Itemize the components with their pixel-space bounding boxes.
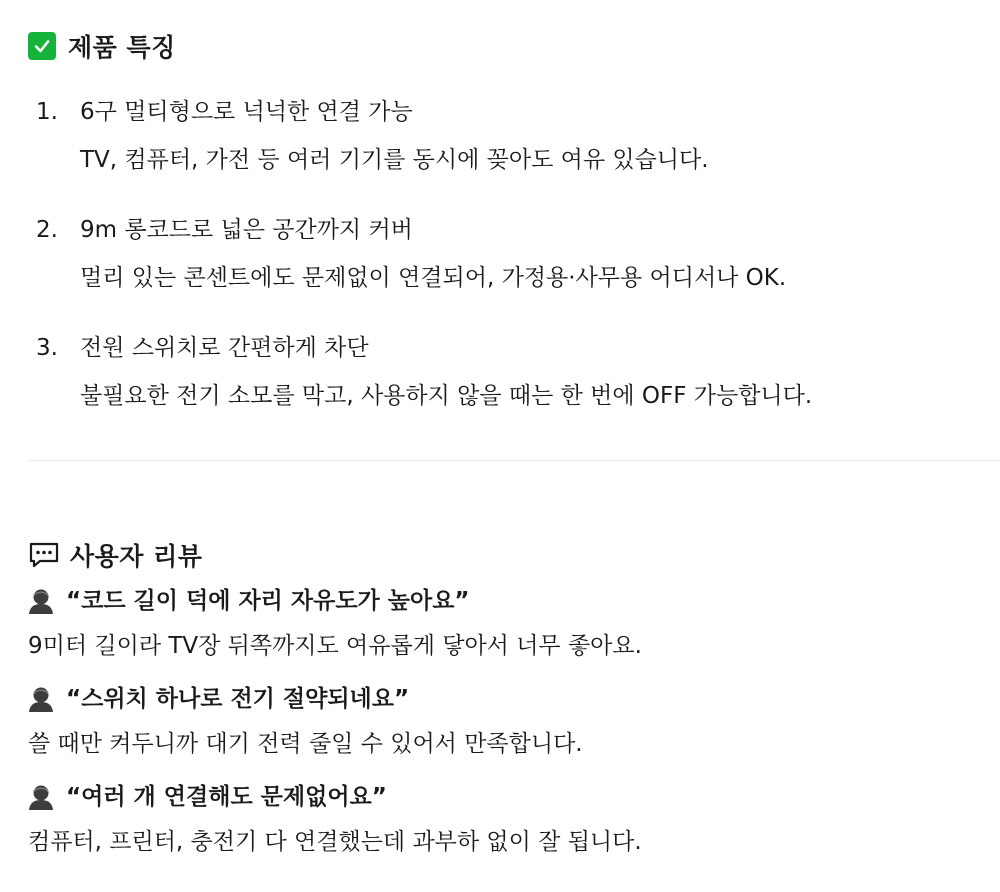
speech-bubble-icon	[28, 541, 60, 569]
review-list	[28, 580, 988, 874]
review-text: 쓸 때만 켜두니까 대기 전력 줄일 수 있어서 만족합니다.	[28, 731, 583, 757]
review-item	[28, 776, 988, 866]
feature-number: 1.	[36, 99, 58, 125]
feature-title: 전원 스위치로 간편하게 차단	[80, 335, 369, 361]
feature-number: 3.	[36, 335, 58, 361]
feature-title: 9m 롱코드로 넓은 공간까지 커버	[80, 217, 413, 243]
review-text: 컴퓨터, 프린터, 충전기 다 연결했는데 과부하 없이 잘 됩니다.	[28, 829, 642, 855]
check-box-icon	[28, 32, 56, 60]
section-divider	[28, 460, 1000, 461]
review-item	[28, 678, 988, 768]
review-item	[28, 580, 988, 670]
feature-list	[36, 88, 986, 442]
feature-description: TV, 컴퓨터, 가전 등 여러 기기를 동시에 꽂아도 여유 있습니다.	[80, 147, 709, 173]
features-heading-label: 제품 특징	[68, 33, 176, 62]
review-title: “스위치 하나로 전기 절약되네요”	[66, 686, 410, 712]
feature-item	[36, 206, 986, 302]
reviews-heading-label: 사용자 리뷰	[70, 542, 203, 571]
feature-description: 멀리 있는 콘센트에도 문제없이 연결되어, 가정용·사무용 어디서나 OK.	[80, 265, 787, 291]
user-avatar-icon	[28, 587, 54, 615]
review-text: 9미터 길이라 TV장 뒤쪽까지도 여유롭게 닿아서 너무 좋아요.	[28, 633, 642, 659]
feature-item	[36, 324, 986, 420]
features-heading	[28, 28, 176, 64]
feature-number: 2.	[36, 217, 58, 243]
reviews-heading	[28, 537, 202, 573]
feature-item	[36, 88, 986, 184]
feature-description: 불필요한 전기 소모를 막고, 사용하지 않을 때는 한 번에 OFF 가능합니다.	[80, 383, 813, 409]
review-title: “여러 개 연결해도 문제없어요”	[66, 784, 387, 810]
feature-title: 6구 멀티형으로 넉넉한 연결 가능	[80, 99, 413, 125]
user-avatar-icon	[28, 783, 54, 811]
review-title: “코드 길이 덕에 자리 자유도가 높아요”	[66, 588, 470, 614]
user-avatar-icon	[28, 685, 54, 713]
